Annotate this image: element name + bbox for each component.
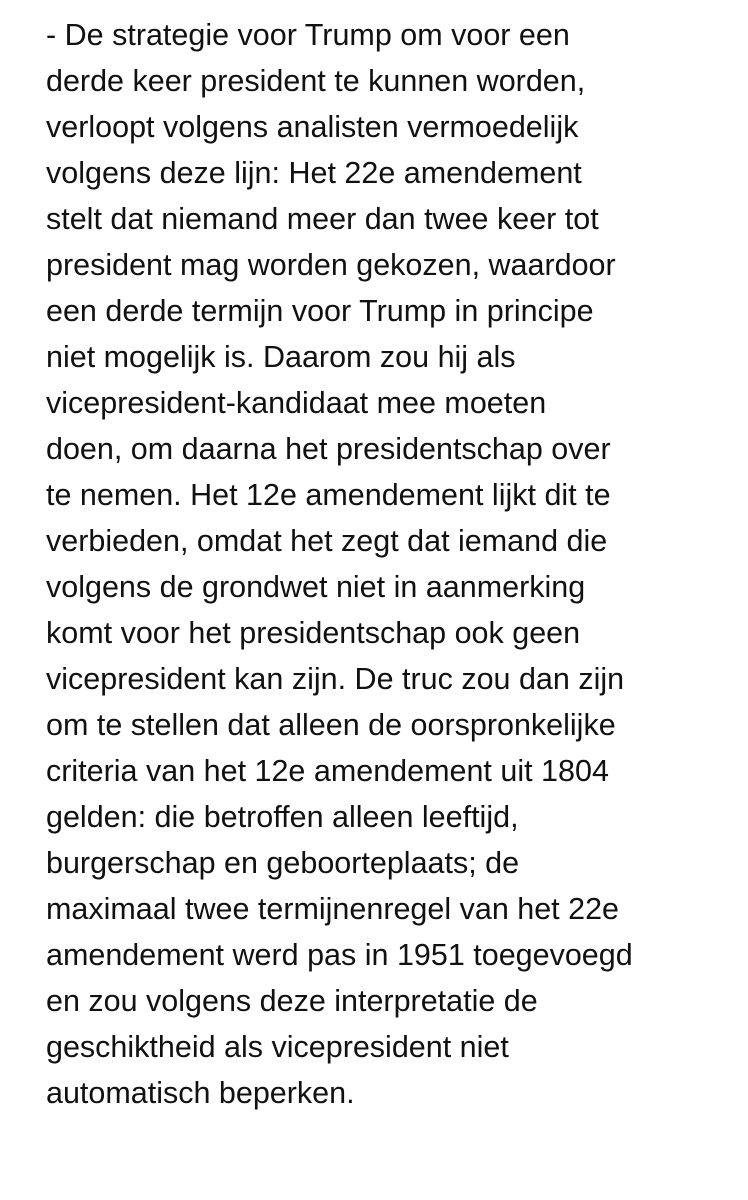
- text-line: gelden: die betroffen alleen leeftijd,: [46, 800, 519, 834]
- text-line: - De strategie voor Trump om voor een: [46, 18, 570, 52]
- text-line: niet mogelijk is. Daarom zou hij als: [46, 340, 516, 374]
- text-line: derde keer president te kunnen worden,: [46, 64, 586, 98]
- text-line: automatisch beperken.: [46, 1076, 355, 1110]
- text-line: verbieden, omdat het zegt dat iemand die: [46, 524, 608, 558]
- text-line: criteria van het 12e amendement uit 1804: [46, 754, 609, 788]
- text-line: te nemen. Het 12e amendement lijkt dit te: [46, 478, 611, 512]
- text-line: vicepresident-kandidaat mee moeten: [46, 386, 547, 420]
- text-line: vicepresident kan zijn. De truc zou dan zijn: [46, 662, 625, 696]
- text-line: om te stellen dat alleen de oorspronkelijke: [46, 708, 616, 742]
- text-line: en zou volgens deze interpretatie de: [46, 984, 538, 1018]
- text-line: volgens de grondwet niet in aanmerking: [46, 570, 586, 604]
- note-text-block: [46, 12, 746, 1116]
- text-line: amendement werd pas in 1951 toegevoegd: [46, 938, 633, 972]
- text-line: komt voor het presidentschap ook geen: [46, 616, 581, 650]
- text-line: president mag worden gekozen, waardoor: [46, 248, 616, 282]
- text-line: burgerschap en geboorteplaats; de: [46, 846, 520, 880]
- text-line: stelt dat niemand meer dan twee keer tot: [46, 202, 599, 236]
- text-line: geschiktheid als vicepresident niet: [46, 1030, 509, 1064]
- text-line: verloopt volgens analisten vermoedelijk: [46, 110, 579, 144]
- text-line: een derde termijn voor Trump in principe: [46, 294, 594, 328]
- text-line: doen, om daarna het presidentschap over: [46, 432, 611, 466]
- text-line: maximaal twee termijnenregel van het 22e: [46, 892, 620, 926]
- text-line: volgens deze lijn: Het 22e amendement: [46, 156, 582, 190]
